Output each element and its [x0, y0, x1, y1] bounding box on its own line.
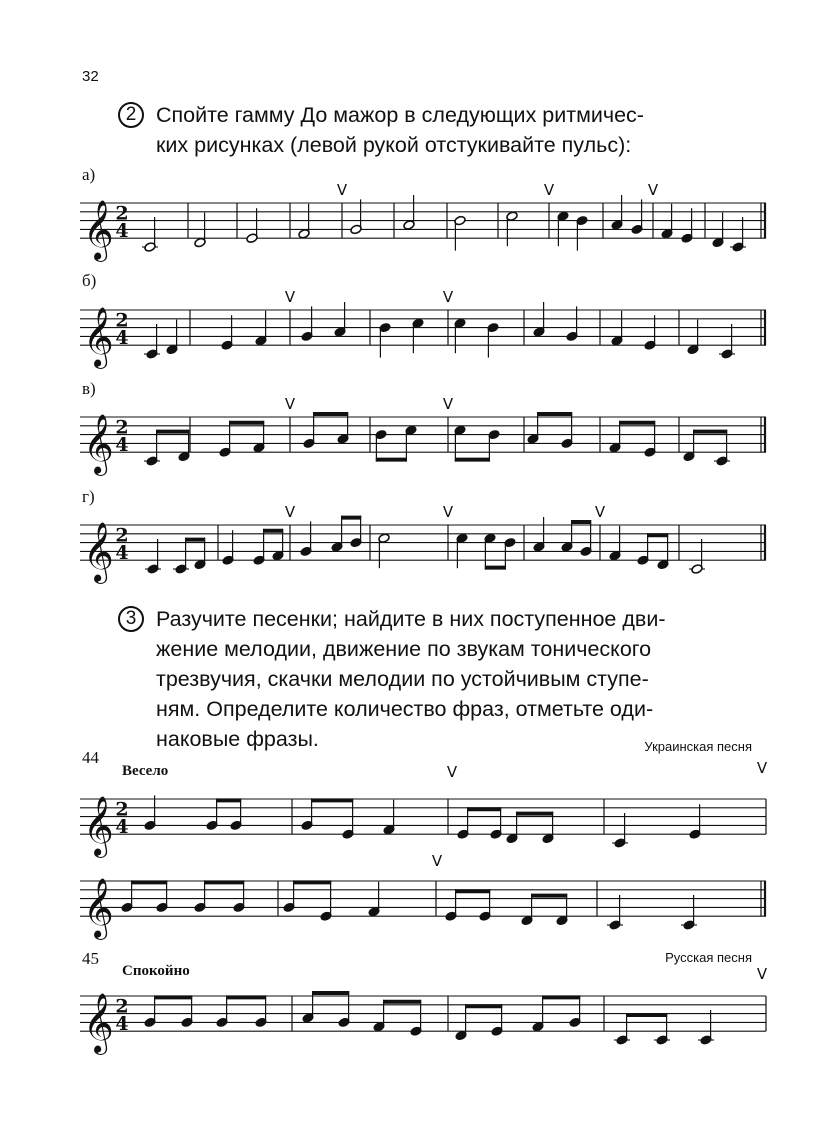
time-signature-top: 2 — [115, 416, 129, 439]
time-signature-top: 2 — [115, 202, 129, 225]
time-signature-top: 2 — [115, 309, 129, 332]
breath-mark: V — [647, 181, 659, 199]
tempo-marking: Весело — [122, 763, 169, 779]
breath-mark: V — [442, 503, 454, 521]
task-text-line: ких рисунках (левой рукой отстукивайте пульс): — [156, 133, 632, 157]
treble-clef: 𝄞 — [83, 522, 114, 583]
breath-mark: V — [442, 395, 454, 413]
task-text-line: Разучите песенки; найдите в них поступенное дви- — [156, 607, 666, 631]
staff — [80, 796, 766, 858]
breath-mark: V — [756, 759, 768, 777]
treble-clef: 𝄞 — [83, 993, 114, 1054]
task-text-line: наковые фразы. — [156, 727, 319, 751]
song-number: 45 — [82, 949, 99, 968]
task-number-circle: 2 — [118, 102, 144, 128]
breath-mark: V — [431, 852, 443, 870]
treble-clef: 𝄞 — [83, 878, 114, 939]
time-signature-bottom: 4 — [115, 220, 129, 243]
task-text-line: трезвучия, скачки мелодии по устойчивым ступе- — [156, 667, 649, 691]
task-text-line: ням. Определите количество фраз, отметьте оди- — [156, 697, 654, 721]
task-number-circle: 3 — [118, 606, 144, 632]
time-signature-bottom: 4 — [115, 1013, 129, 1036]
time-signature-bottom: 4 — [115, 327, 129, 350]
task-text-line: жение мелодии, движение по звукам тонического — [156, 637, 652, 661]
exercise-label: а) — [82, 165, 96, 184]
staff — [80, 878, 766, 940]
breath-mark: V — [442, 288, 454, 306]
breath-mark: V — [336, 181, 348, 199]
treble-clef: 𝄞 — [83, 307, 114, 368]
time-signature-top: 2 — [115, 995, 129, 1018]
exercise-label: в) — [82, 379, 96, 398]
task-text-line: Спойте гамму До мажор в следующих ритмичес- — [156, 103, 644, 127]
time-signature-top: 2 — [115, 524, 129, 547]
song-origin: Русская песня — [665, 950, 752, 965]
breath-mark: V — [284, 395, 296, 413]
time-signature-bottom: 4 — [115, 816, 129, 839]
time-signature-bottom: 4 — [115, 542, 129, 565]
staff — [80, 307, 766, 369]
breath-mark: V — [543, 181, 555, 199]
time-signature-top: 2 — [115, 798, 129, 821]
page-number: 32 — [82, 68, 99, 85]
breath-mark: V — [284, 288, 296, 306]
staff — [80, 414, 766, 476]
treble-clef: 𝄞 — [83, 414, 114, 475]
treble-clef: 𝄞 — [83, 796, 114, 857]
breath-mark: V — [446, 763, 458, 781]
song-origin: Украинская песня — [644, 739, 752, 754]
song-number: 44 — [82, 748, 99, 767]
exercise-label: б) — [82, 271, 97, 290]
staff — [80, 200, 766, 262]
breath-mark: V — [756, 965, 768, 983]
tempo-marking: Спокойно — [122, 963, 190, 979]
treble-clef: 𝄞 — [83, 200, 114, 261]
staff — [80, 522, 766, 584]
time-signature-bottom: 4 — [115, 434, 129, 457]
exercise-label: г) — [82, 487, 95, 506]
breath-mark: V — [284, 503, 296, 521]
breath-mark: V — [594, 503, 606, 521]
